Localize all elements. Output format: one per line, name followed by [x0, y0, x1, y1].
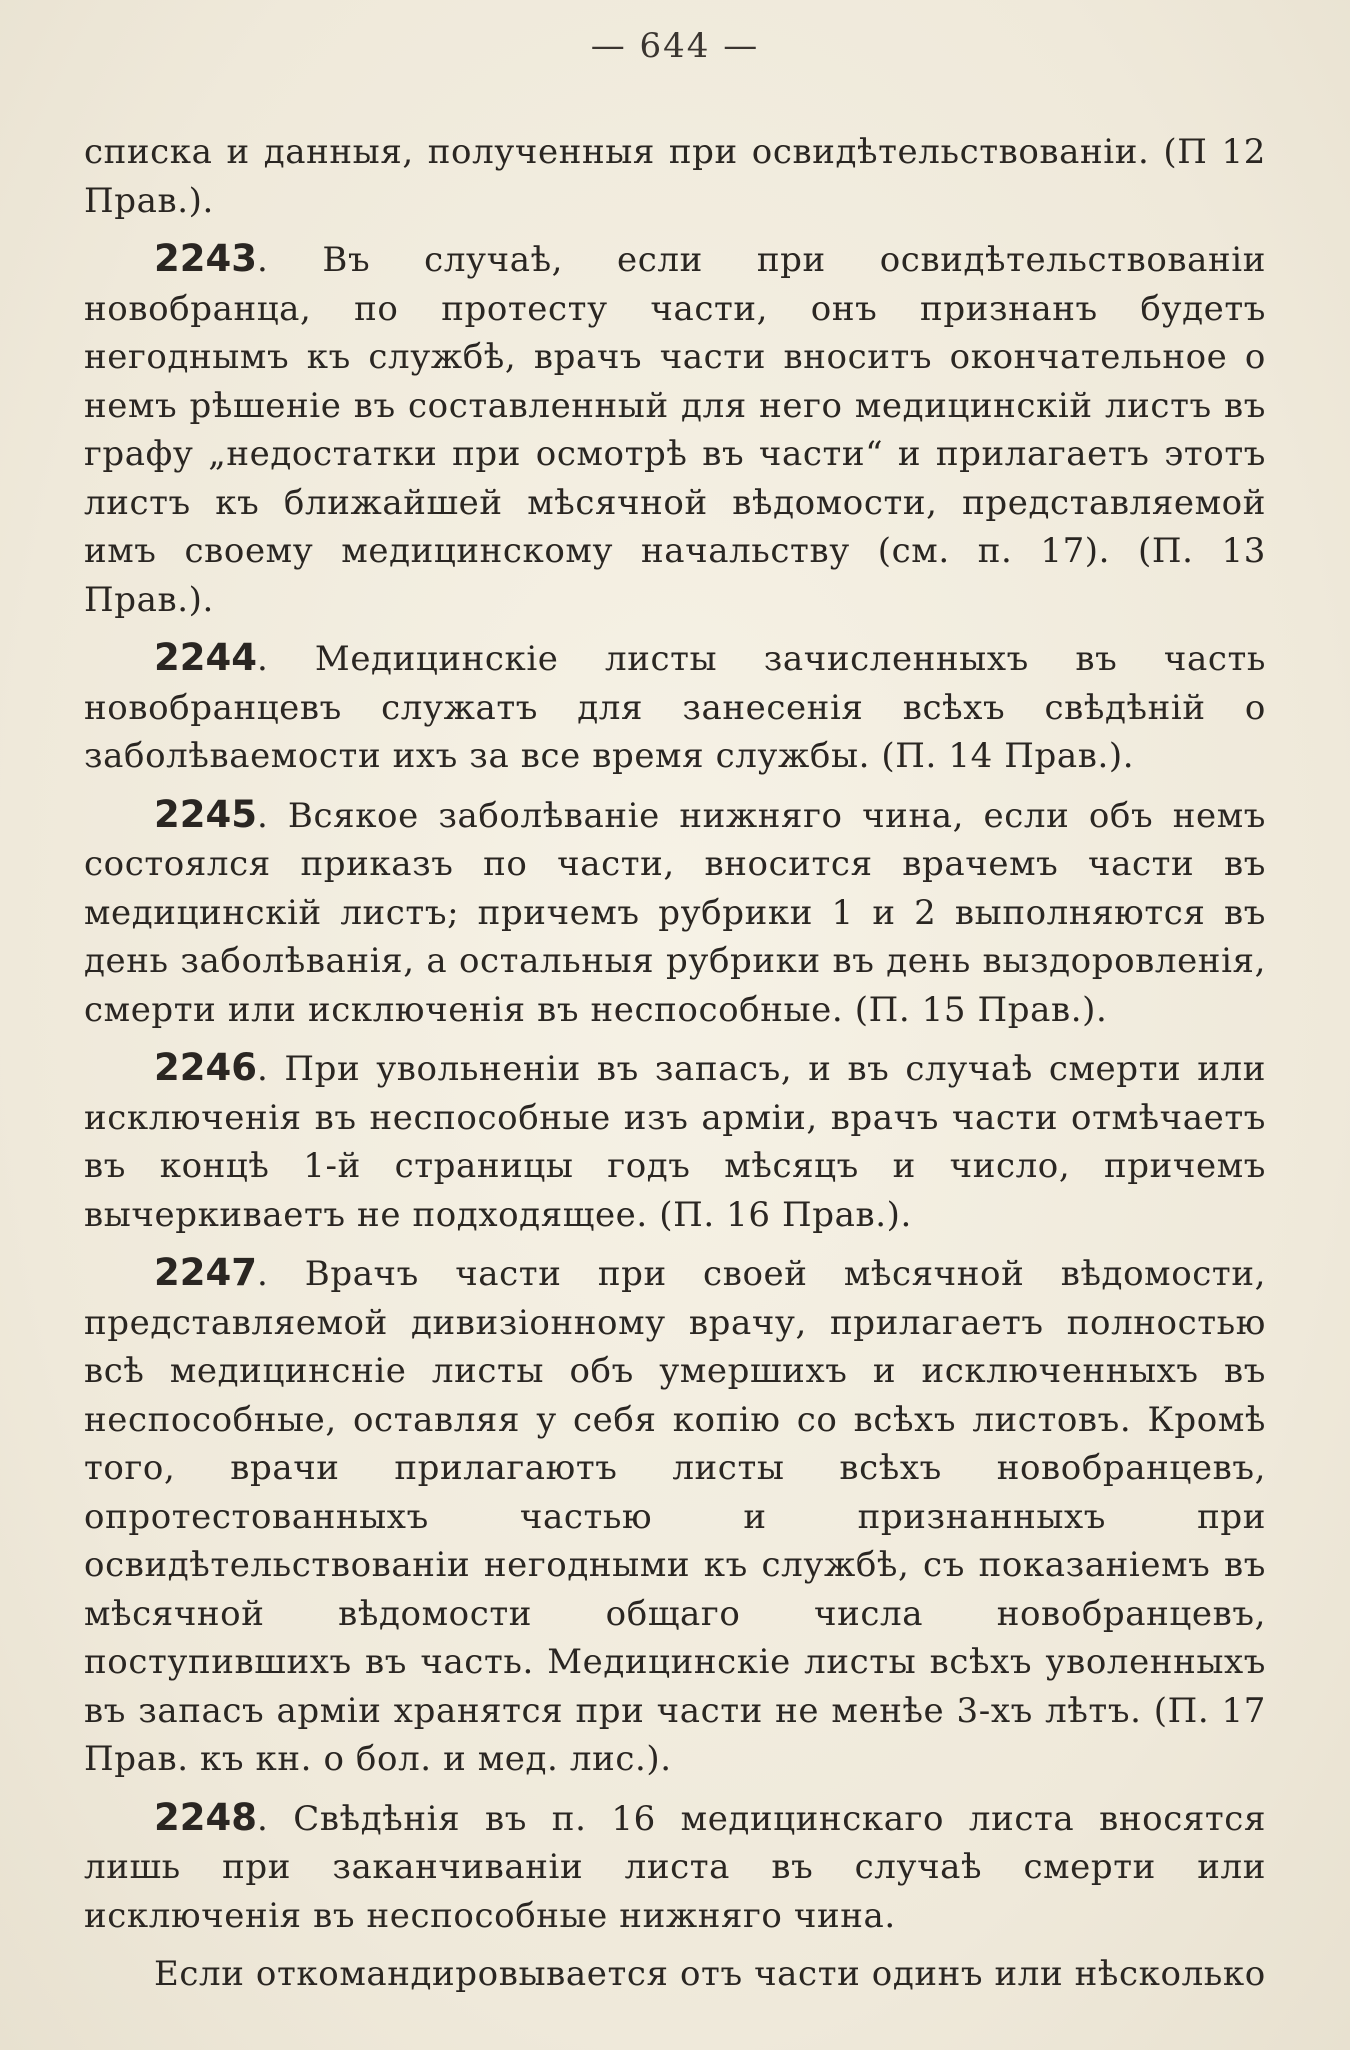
article-2248	[84, 1794, 1266, 1941]
article-number: 2244	[154, 636, 257, 679]
paragraph-text: Если откомандировывается отъ части одинъ или нѣсколько	[154, 1954, 1266, 1994]
article-number: 2243	[154, 237, 257, 280]
article-text: . Въ случаѣ, если при освидѣтельствованіи новобранца, по протесту части, онъ признанъ будетъ негоднымъ къ службѣ, врачъ части вноситъ окончательное о немъ рѣшеніе въ составленный для него медицинскій листъ въ графу „недостатки при осмотрѣ въ части“ и прилагаетъ этотъ листъ къ ближайшей мѣсячной вѣдомости, представляемой имъ своему медицинскому начальству (см. п. 17). (П. 13 Прав.).	[84, 240, 1266, 620]
article-number: 2246	[154, 1046, 257, 1089]
article-2245	[84, 791, 1266, 1035]
article-number: 2245	[154, 792, 257, 836]
page-body	[84, 128, 1266, 1999]
article-text: . Свѣдѣнія въ п. 16 медицинскаго листа вносятся лишь при заканчиваніи листа въ случаѣ смерти или исключенія въ неспособные нижняго чина.	[84, 1798, 1266, 1936]
paragraph-continuation	[84, 128, 1266, 225]
paragraph-trailing	[84, 1950, 1266, 1999]
article-number: 2248	[154, 1795, 257, 1839]
article-2247	[84, 1249, 1266, 1784]
article-2243	[84, 235, 1266, 624]
article-text: . Врачъ части при своей мѣсячной вѣдомости, представляемой дивизіонному врачу, прилагаетъ полностью всѣ медицинсніе листы объ умершихъ и исключенныхъ въ неспособные, оставляя у себя копію со всѣхъ листовъ. Кромѣ того, врачи прилагаютъ листы всѣхъ новобранцевъ, опротестованныхъ частью и признанныхъ при освидѣтельствованіи негодными къ службѣ, съ показаніемъ въ мѣсячной вѣдомости общаго числа новобранцевъ, поступившихъ въ часть. Медицинскіе листы всѣхъ уволенныхъ въ запасъ арміи хранятся при части не менѣе 3-хъ лѣтъ. (П. 17 Прав. къ кн. о бол. и мед. лис.).	[84, 1254, 1266, 1779]
article-2244	[84, 634, 1266, 781]
page-number: — 644 —	[590, 26, 760, 66]
article-text: . Всякое заболѣваніе нижняго чина, если объ немъ состоялся приказъ по части, вносится врачемъ части въ медицинскій листъ; причемъ рубрики 1 и 2 выполняются въ день заболѣванія, а остальныя рубрики въ день выздоровленія, смерти или исключенія въ неспособные. (П. 15 Прав.).	[84, 795, 1266, 1030]
article-number: 2247	[154, 1251, 257, 1294]
article-text: . Медицинскіе листы зачисленныхъ въ часть новобранцевъ служатъ для занесенія всѣхъ свѣдѣній о заболѣваемости ихъ за все время службы. (П. 14 Прав.).	[84, 639, 1266, 776]
article-2246	[84, 1044, 1266, 1239]
paragraph-text: списка и данныя, полученныя при освидѣтельствованіи. (П 12 Прав.).	[84, 132, 1266, 221]
article-text: . При увольненіи въ запасъ, и въ случаѣ смерти или исключенія въ неспособные изъ арміи, врачъ части отмѣчаетъ въ концѣ 1-й страницы годъ мѣсяцъ и число, причемъ вычеркиваетъ не подходящее. (П. 16 Прав.).	[84, 1049, 1266, 1235]
